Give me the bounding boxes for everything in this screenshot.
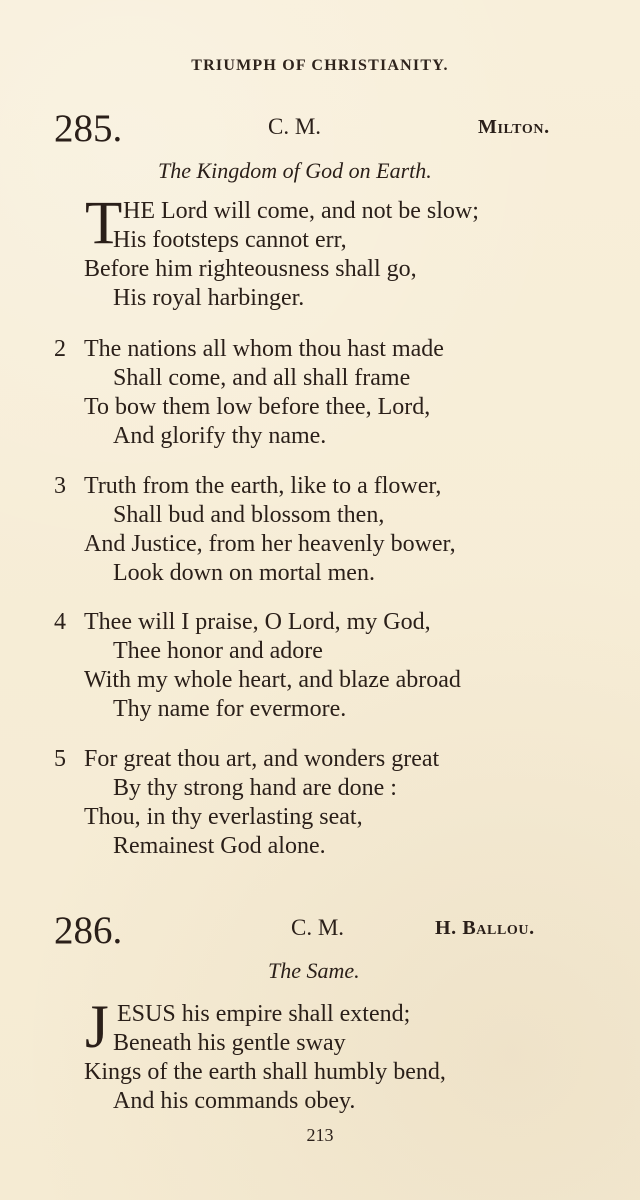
- hymn-author: H. Ballou.: [435, 917, 535, 939]
- verse-line: For great thou art, and wonders great: [84, 746, 440, 772]
- verse-line: With my whole heart, and blaze abroad: [84, 667, 461, 693]
- page-number: 213: [306, 1125, 334, 1145]
- stanza-number: 2: [54, 336, 66, 362]
- verse-line: To bow them low before thee, Lord,: [84, 394, 431, 420]
- drop-cap: J: [85, 994, 109, 1061]
- verse-first-line: [117, 1000, 410, 1029]
- stanza-4: [84, 608, 461, 724]
- hymn-author: Milton.: [478, 116, 550, 138]
- verse-line: Thee will I praise, O Lord, my God,: [84, 609, 431, 635]
- stanza-number: 3: [54, 473, 66, 499]
- verse-line: And glorify thy name.: [113, 423, 327, 449]
- verse-line: ESUS his empire shall extend;: [117, 1001, 411, 1027]
- verse-line: Shall come, and all shall frame: [113, 365, 411, 391]
- verse-line: By thy strong hand are done :: [113, 775, 397, 801]
- hymn-meter: C. M.: [268, 114, 322, 139]
- stanza-2: [84, 335, 444, 451]
- stanza-1: [84, 1029, 446, 1116]
- verse-line: And his commands obey.: [113, 1088, 356, 1114]
- verse-line: His footsteps cannot err,: [113, 227, 347, 253]
- hymn-title: The Same.: [268, 958, 360, 983]
- verse-line: And Justice, from her heavenly bower,: [84, 531, 456, 557]
- verse-line: Thee honor and adore: [113, 638, 323, 664]
- verse-line: Thou, in thy everlasting seat,: [84, 804, 363, 830]
- verse-first-line: [123, 197, 479, 226]
- drop-cap: T: [85, 190, 123, 257]
- verse-line: Thy name for evermore.: [113, 696, 347, 722]
- verse-line: Before him righteousness shall go,: [84, 256, 417, 282]
- verse-line: Truth from the earth, like to a flower,: [84, 473, 442, 499]
- stanza-1: [84, 226, 417, 313]
- verse-line: The nations all whom thou hast made: [84, 336, 444, 362]
- hymn-meter: C. M.: [291, 915, 345, 940]
- verse-line: Beneath his gentle sway: [113, 1030, 346, 1056]
- hymn-number: 285.: [54, 107, 123, 150]
- hymn-title: The Kingdom of God on Earth.: [158, 158, 432, 183]
- stanza-number: 5: [54, 746, 66, 772]
- stanza-number: 4: [54, 609, 66, 635]
- running-head: TRIUMPH OF CHRISTIANITY.: [191, 57, 449, 74]
- verse-line: Shall bud and blossom then,: [113, 502, 385, 528]
- hymn-number: 286.: [54, 909, 123, 952]
- verse-line: His royal harbinger.: [113, 285, 305, 311]
- verse-line: Look down on mortal men.: [113, 560, 375, 586]
- verse-line: HE Lord will come, and not be slow;: [123, 198, 479, 224]
- stanza-3: [84, 472, 456, 588]
- stanza-5: [84, 745, 439, 861]
- verse-line: Remainest God alone.: [113, 833, 326, 859]
- verse-line: Kings of the earth shall humbly bend,: [84, 1059, 446, 1085]
